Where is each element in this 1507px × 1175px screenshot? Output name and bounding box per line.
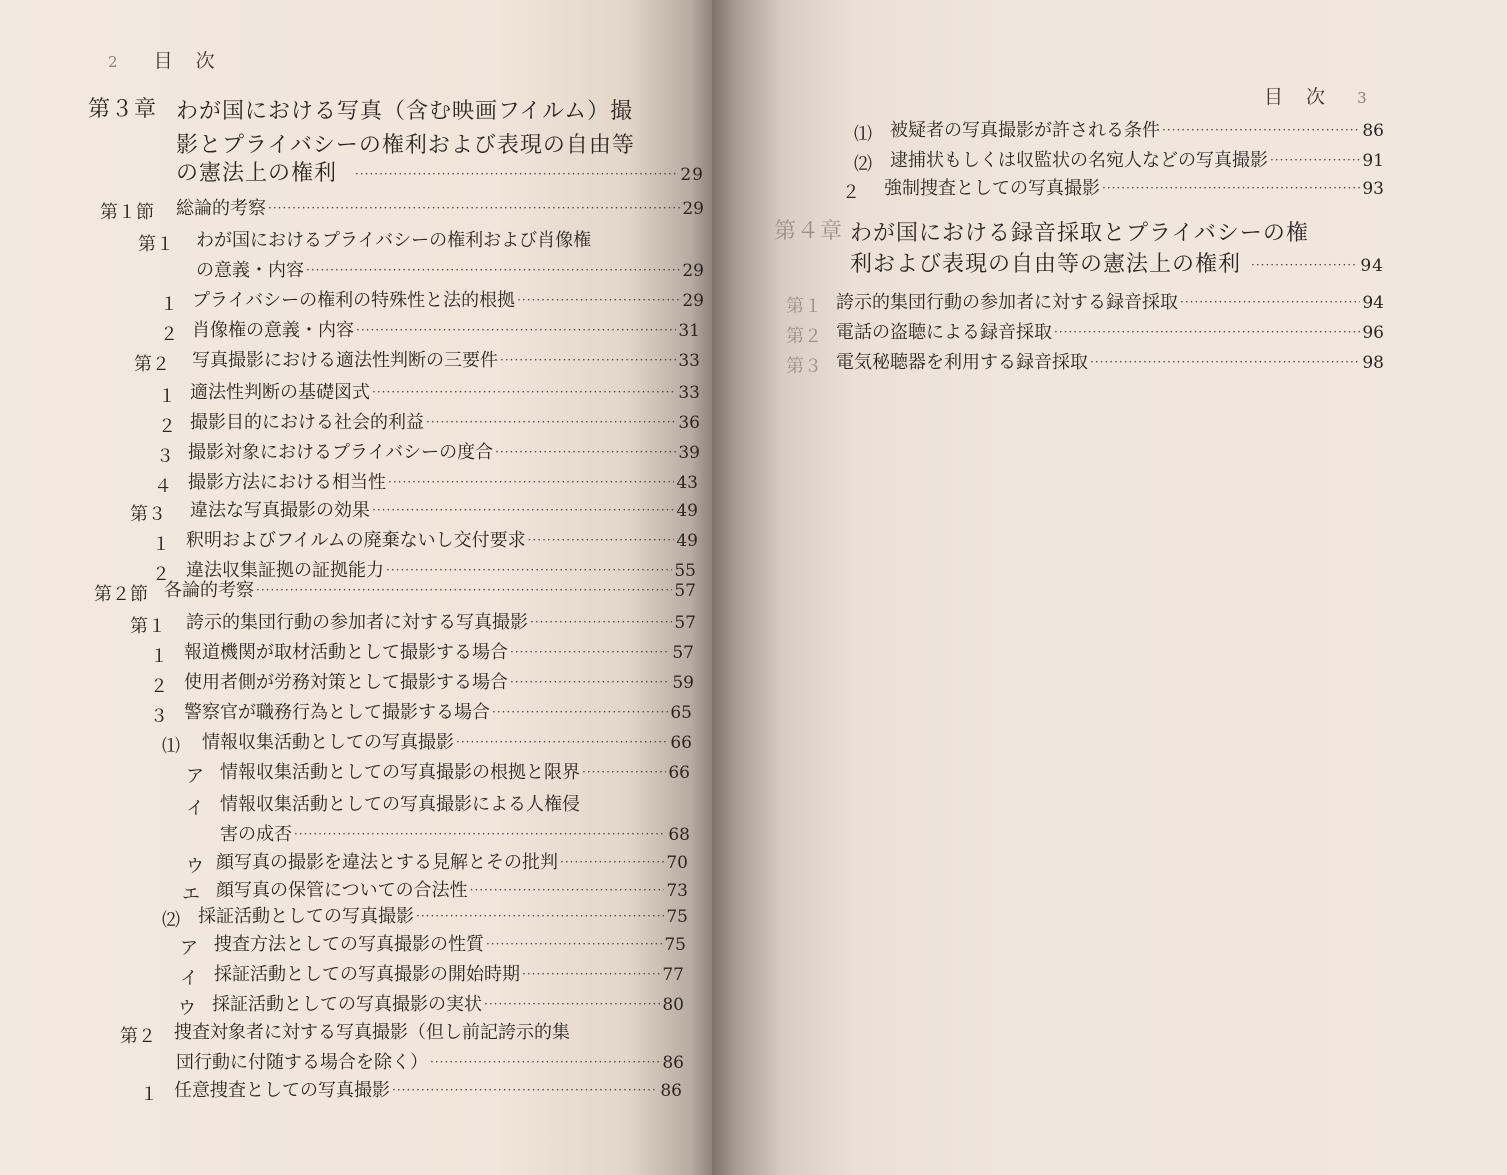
chapter3-label: 第３章 bbox=[88, 97, 158, 122]
toc-label: 第２ bbox=[120, 1026, 156, 1047]
toc-entry bbox=[890, 146, 1384, 176]
toc-entry bbox=[188, 438, 700, 468]
toc-text: 報道機関が取材活動として撮影する場合 bbox=[184, 642, 508, 663]
toc-label: ウ bbox=[186, 856, 204, 877]
chapter4-title-line2: 利および表現の自由等の憲法上の権利 ····· 94 bbox=[850, 247, 1384, 277]
toc-text: 捜査対象者に対する写真撮影（但し前記誇示的集 bbox=[174, 1022, 570, 1043]
leader-dots bbox=[522, 967, 660, 981]
toc-label: ウ bbox=[178, 998, 196, 1019]
toc-text: わが国におけるプライバシーの権利および肖像権 bbox=[196, 230, 592, 251]
toc-entry bbox=[190, 378, 700, 408]
toc-label: １ bbox=[140, 1084, 158, 1105]
toc-entry bbox=[184, 698, 692, 728]
right-page-number: 3 bbox=[1357, 89, 1369, 107]
toc-page: 80 bbox=[662, 995, 684, 1015]
right-page bbox=[712, 0, 1507, 1175]
toc-text: 総論的考察 bbox=[176, 198, 266, 219]
toc-text: 適法性判断の基礎図式 bbox=[190, 382, 370, 403]
toc-page: 36 bbox=[678, 413, 700, 433]
toc-entry bbox=[212, 990, 684, 1020]
left-page-number: 2 bbox=[108, 53, 120, 71]
chapter3-title-line2: 影とプライバシーの権利および表現の自由等 bbox=[176, 133, 635, 158]
toc-label: １ bbox=[150, 646, 168, 667]
toc-entry bbox=[220, 758, 690, 788]
toc-text: 違法な写真撮影の効果 bbox=[190, 500, 370, 521]
toc-label: エ bbox=[182, 884, 200, 905]
toc-entry bbox=[188, 468, 698, 498]
right-header-title: 目 次 bbox=[1264, 86, 1328, 108]
toc-entry bbox=[176, 1048, 684, 1078]
toc-page: 70 bbox=[666, 853, 688, 873]
leader-dots bbox=[356, 323, 676, 337]
toc-page: 93 bbox=[1362, 179, 1384, 199]
toc-page: 75 bbox=[664, 935, 686, 955]
toc-page: 49 bbox=[676, 531, 698, 551]
toc-entry bbox=[174, 1018, 684, 1048]
toc-entry bbox=[184, 638, 694, 668]
toc-text: 採証活動としての写真撮影の実状 bbox=[212, 994, 482, 1015]
toc-entry bbox=[198, 902, 688, 932]
chapter3-title-line3: の憲法上の権利 ····· 29 bbox=[176, 156, 704, 186]
leader-dots bbox=[495, 445, 676, 459]
toc-entry bbox=[192, 316, 700, 346]
toc-text: 強制捜査としての写真撮影 bbox=[884, 178, 1100, 199]
leader-dots bbox=[372, 385, 676, 399]
toc-entry bbox=[184, 668, 694, 698]
toc-entry bbox=[214, 960, 684, 990]
toc-label: ２ bbox=[152, 564, 170, 585]
toc-text: 情報収集活動としての写真撮影による人権侵 bbox=[220, 794, 580, 815]
toc-label: ア bbox=[180, 938, 198, 959]
chapter4-page: 94 bbox=[1360, 256, 1384, 276]
toc-label: 第１節 bbox=[100, 202, 154, 223]
toc-label: ⑵ bbox=[854, 154, 872, 175]
toc-text: 情報収集活動としての写真撮影 bbox=[202, 732, 454, 753]
toc-label: ２ bbox=[158, 416, 176, 437]
leader-dots bbox=[392, 1083, 658, 1097]
leader-dots bbox=[528, 533, 675, 547]
leader-dots bbox=[1054, 325, 1360, 339]
toc-label: ⑴ bbox=[162, 736, 180, 757]
toc-entry bbox=[836, 288, 1384, 318]
toc-page: 94 bbox=[1362, 293, 1384, 313]
toc-label: ア bbox=[186, 766, 204, 787]
chapter4-title-line1: わが国における録音採取とプライバシーの権 bbox=[850, 221, 1309, 246]
toc-page: 66 bbox=[670, 733, 692, 753]
toc-text: 捜査方法としての写真撮影の性質 bbox=[214, 934, 484, 955]
leader-dots bbox=[510, 675, 670, 689]
toc-label: ⑵ bbox=[162, 910, 180, 931]
toc-page: 66 bbox=[668, 763, 690, 783]
leader-dots bbox=[582, 765, 666, 779]
left-page bbox=[0, 0, 712, 1175]
leader-dots bbox=[416, 909, 664, 923]
toc-entry bbox=[220, 820, 690, 850]
toc-entry bbox=[174, 1076, 682, 1106]
toc-text: 誇示的集団行動の参加者に対する録音採取 bbox=[836, 292, 1178, 313]
toc-label: イ bbox=[180, 968, 198, 989]
toc-text: 害の成否 bbox=[220, 824, 292, 845]
chapter3-title-line1: わが国における写真（含む映画フイルム）撮 bbox=[176, 99, 634, 124]
leader-dots bbox=[306, 263, 680, 277]
leader-dots bbox=[517, 293, 680, 307]
toc-label: ⑴ bbox=[854, 124, 872, 145]
toc-label: ３ bbox=[156, 446, 174, 467]
toc-text: 撮影目的における社会的利益 bbox=[190, 412, 424, 433]
left-page-header bbox=[108, 46, 217, 73]
leader-dots bbox=[510, 645, 670, 659]
toc-label: ２ bbox=[160, 324, 178, 345]
toc-text: の意義・内容 bbox=[196, 260, 304, 281]
toc-entry bbox=[176, 194, 704, 224]
leader-dots bbox=[486, 937, 662, 951]
toc-page: 75 bbox=[666, 907, 688, 927]
leader-dots bbox=[386, 563, 672, 577]
toc-text: 電気秘聴器を利用する録音採取 bbox=[836, 352, 1088, 373]
toc-entry bbox=[836, 318, 1384, 348]
toc-label: ３ bbox=[150, 706, 168, 727]
chapter3-page: 29 bbox=[680, 165, 704, 185]
leader-dots bbox=[430, 1055, 660, 1069]
leader-dots bbox=[560, 855, 664, 869]
leader-dots bbox=[484, 997, 660, 1011]
toc-text: 釈明およびフイルムの廃棄ないし交付要求 bbox=[186, 530, 526, 551]
toc-text: 違法収集証拠の証拠能力 bbox=[186, 560, 384, 581]
toc-page: 68 bbox=[668, 825, 690, 845]
toc-entry bbox=[196, 226, 704, 256]
leader-dots bbox=[1162, 123, 1360, 137]
toc-entry bbox=[220, 790, 690, 820]
leader-dots bbox=[256, 583, 672, 597]
right-page-header bbox=[1264, 82, 1369, 109]
toc-page: 59 bbox=[672, 673, 694, 693]
toc-page: 49 bbox=[676, 501, 698, 521]
toc-text: 採証活動としての写真撮影 bbox=[198, 906, 414, 927]
toc-page: 57 bbox=[674, 613, 696, 633]
toc-label: 第３ bbox=[130, 504, 166, 525]
toc-text: 撮影対象におけるプライバシーの度合 bbox=[188, 442, 494, 463]
toc-page: 33 bbox=[678, 383, 700, 403]
toc-label: ４ bbox=[154, 476, 172, 497]
toc-label: 第１ bbox=[786, 296, 822, 317]
toc-text: 任意捜査としての写真撮影 bbox=[174, 1080, 390, 1101]
toc-label: 第３ bbox=[786, 356, 822, 377]
toc-entry bbox=[190, 408, 700, 438]
toc-label: 第１ bbox=[130, 616, 166, 637]
toc-text: 誇示的集団行動の参加者に対する写真撮影 bbox=[186, 612, 528, 633]
toc-label: イ bbox=[186, 798, 204, 819]
toc-page: 57 bbox=[674, 581, 696, 601]
toc-page: 65 bbox=[670, 703, 692, 723]
toc-page: 96 bbox=[1362, 323, 1384, 343]
toc-text: 撮影方法における相当性 bbox=[188, 472, 386, 493]
toc-text: 被疑者の写真撮影が許される条件 bbox=[890, 120, 1160, 141]
toc-page: 86 bbox=[662, 1053, 684, 1073]
toc-entry bbox=[186, 526, 698, 556]
toc-entry bbox=[884, 174, 1384, 204]
leader-dots bbox=[268, 201, 680, 215]
toc-text: 採証活動としての写真撮影の開始時期 bbox=[214, 964, 520, 985]
toc-entry bbox=[192, 346, 700, 376]
leader-dots bbox=[456, 735, 668, 749]
leader-dots bbox=[294, 827, 666, 841]
toc-entry bbox=[192, 286, 704, 316]
toc-text: 逮捕状もしくは収監状の名宛人などの写真撮影 bbox=[890, 150, 1268, 171]
toc-text: プライバシーの権利の特殊性と法的根拠 bbox=[192, 290, 516, 311]
toc-label: ２ bbox=[150, 676, 168, 697]
toc-entry bbox=[836, 348, 1384, 378]
toc-text: 写真撮影における適法性判断の三要件 bbox=[192, 350, 498, 371]
toc-label: 第２節 bbox=[94, 584, 148, 605]
leader-dots bbox=[372, 503, 674, 517]
toc-page: 29 bbox=[682, 261, 704, 281]
leader-dots bbox=[1102, 181, 1360, 195]
toc-text: 情報収集活動としての写真撮影の根拠と限界 bbox=[220, 762, 580, 783]
toc-text: 顔写真の保管についての合法性 bbox=[216, 880, 468, 901]
toc-page: 77 bbox=[662, 965, 684, 985]
leader-dots bbox=[500, 353, 676, 367]
toc-page: 43 bbox=[676, 473, 698, 493]
toc-label: 第２ bbox=[786, 326, 822, 347]
toc-page: 57 bbox=[672, 643, 694, 663]
toc-text: 警察官が職務行為として撮影する場合 bbox=[184, 702, 490, 723]
toc-page: 98 bbox=[1362, 353, 1384, 373]
toc-page: 86 bbox=[660, 1081, 682, 1101]
leader-dots bbox=[470, 883, 665, 897]
toc-entry bbox=[164, 576, 696, 606]
toc-entry bbox=[216, 848, 688, 878]
toc-label: 第２ bbox=[134, 354, 170, 375]
toc-text: 使用者側が労務対策として撮影する場合 bbox=[184, 672, 508, 693]
toc-entry bbox=[890, 116, 1384, 146]
toc-entry bbox=[202, 728, 692, 758]
toc-page: 86 bbox=[1362, 121, 1384, 141]
leader-dots bbox=[426, 415, 676, 429]
leader-dots bbox=[492, 705, 668, 719]
toc-entry bbox=[190, 496, 698, 526]
toc-label: １ bbox=[152, 534, 170, 555]
toc-page: 29 bbox=[682, 291, 704, 311]
leader-dots bbox=[1090, 355, 1360, 369]
toc-text: 肖像権の意義・内容 bbox=[192, 320, 354, 341]
toc-text: 電話の盗聴による録音採取 bbox=[836, 322, 1052, 343]
toc-entry bbox=[196, 256, 704, 286]
toc-page: 33 bbox=[678, 351, 700, 371]
toc-label: ２ bbox=[842, 182, 860, 203]
toc-text: 各論的考察 bbox=[164, 580, 254, 601]
toc-page: 31 bbox=[678, 321, 700, 341]
toc-label: １ bbox=[160, 294, 178, 315]
leader-dots bbox=[1180, 295, 1360, 309]
toc-label: 第１ bbox=[138, 234, 174, 255]
left-header-title: 目 次 bbox=[153, 50, 217, 72]
toc-page: 39 bbox=[678, 443, 700, 463]
toc-page: 73 bbox=[666, 881, 688, 901]
toc-page: 29 bbox=[682, 199, 704, 219]
toc-text: 団行動に付随する場合を除く） bbox=[176, 1052, 428, 1073]
toc-page: 55 bbox=[674, 561, 696, 581]
toc-label: １ bbox=[158, 386, 176, 407]
chapter4-label: 第４章 bbox=[774, 219, 844, 244]
toc-text: 顔写真の撮影を違法とする見解とその批判 bbox=[216, 852, 558, 873]
toc-entry bbox=[186, 608, 696, 638]
toc-entry bbox=[214, 930, 686, 960]
leader-dots bbox=[388, 475, 674, 489]
toc-page: 91 bbox=[1362, 151, 1384, 171]
leader-dots bbox=[1270, 153, 1360, 167]
leader-dots bbox=[530, 615, 672, 629]
